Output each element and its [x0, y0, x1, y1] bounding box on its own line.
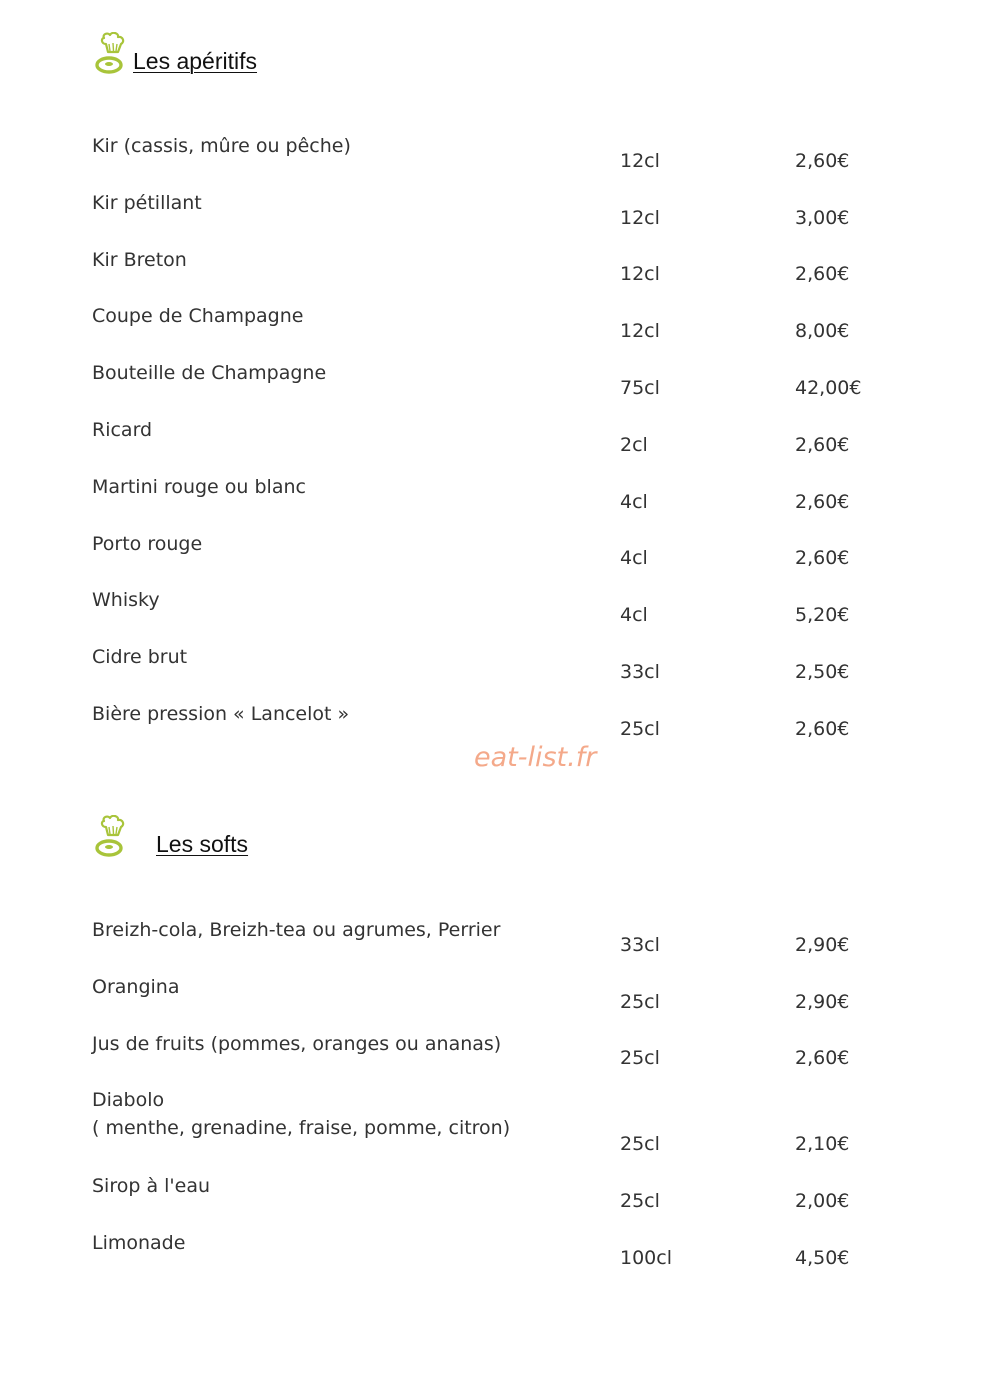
section-title: Les softs [156, 831, 249, 857]
item-price: 2,60€ [795, 149, 850, 172]
item-volume: 25cl [620, 1190, 660, 1213]
item-volume: 75cl [620, 376, 660, 399]
list-item [92, 586, 892, 643]
list-item [92, 473, 892, 530]
softs-list [92, 916, 892, 1286]
item-price: 4,50€ [795, 1246, 850, 1269]
list-item [92, 302, 892, 359]
list-item [92, 132, 892, 189]
item-volume: 4cl [620, 547, 648, 570]
item-price: 2,90€ [795, 990, 850, 1013]
item-volume: 2cl [620, 433, 648, 456]
item-volume: 100cl [620, 1246, 672, 1269]
item-price: 2,60€ [795, 433, 850, 456]
aperitifs-list [92, 132, 892, 757]
list-item [92, 1229, 892, 1286]
item-volume: 12cl [620, 149, 660, 172]
item-name: Jus de fruits (pommes, oranges ou ananas) [92, 1032, 502, 1055]
item-volume: 12cl [620, 206, 660, 229]
item-name: Martini rouge ou blanc [92, 475, 306, 498]
item-volume: 25cl [620, 717, 660, 740]
item-name: Limonade [92, 1232, 186, 1255]
item-name: Cidre brut [92, 646, 188, 669]
item-volume: 33cl [620, 660, 660, 683]
list-item [92, 246, 892, 303]
item-volume: 25cl [620, 1047, 660, 1070]
item-name: Orangina [92, 975, 180, 998]
item-name: Kir Breton [92, 248, 187, 271]
item-name: Coupe de Champagne [92, 305, 304, 328]
item-price: 2,50€ [795, 660, 850, 683]
section-title: Les apéritifs [133, 48, 258, 74]
item-price: 2,60€ [795, 717, 850, 740]
list-item [92, 973, 892, 1030]
item-volume: 25cl [620, 1133, 660, 1156]
chef-hat-plate-icon [94, 32, 130, 76]
item-name: Breizh-cola, Breizh-tea ou agrumes, Perrier [92, 919, 501, 941]
item-volume: 4cl [620, 604, 648, 627]
item-name: Whisky [92, 589, 160, 612]
list-item [92, 530, 892, 587]
item-name: Diabolo ( menthe, grenadine, fraise, pomme, citron) [92, 1089, 511, 1140]
watermark: eat-list.fr [474, 742, 597, 773]
item-name: Porto rouge [92, 532, 203, 555]
list-item [92, 189, 892, 246]
chef-hat-plate-icon [94, 815, 130, 859]
item-volume: 12cl [620, 263, 660, 286]
item-name: Bouteille de Champagne [92, 362, 327, 385]
list-item [92, 1030, 892, 1087]
item-price: 2,90€ [795, 933, 850, 956]
list-item [92, 416, 892, 473]
item-price: 2,60€ [795, 263, 850, 286]
list-item [92, 359, 892, 416]
item-price: 2,60€ [795, 1047, 850, 1070]
list-item [92, 916, 892, 973]
item-price: 2,60€ [795, 547, 850, 570]
item-volume: 25cl [620, 990, 660, 1013]
item-volume: 4cl [620, 490, 648, 513]
item-price: 8,00€ [795, 320, 850, 343]
item-price: 2,10€ [795, 1133, 850, 1156]
item-name: Kir (cassis, mûre ou pêche) [92, 135, 351, 157]
list-item [92, 643, 892, 700]
item-volume: 33cl [620, 933, 660, 956]
item-price: 3,00€ [795, 206, 850, 229]
item-price: 2,60€ [795, 490, 850, 513]
item-name: Bière pression « Lancelot » [92, 702, 350, 725]
item-price: 5,20€ [795, 604, 850, 627]
item-name: Ricard [92, 418, 153, 441]
item-name: Kir pétillant [92, 191, 202, 214]
item-volume: 12cl [620, 320, 660, 343]
item-price: 42,00€ [795, 376, 862, 399]
list-item [92, 1086, 892, 1172]
item-price: 2,00€ [795, 1190, 850, 1213]
list-item [92, 1172, 892, 1229]
item-name: Sirop à l'eau [92, 1175, 211, 1198]
